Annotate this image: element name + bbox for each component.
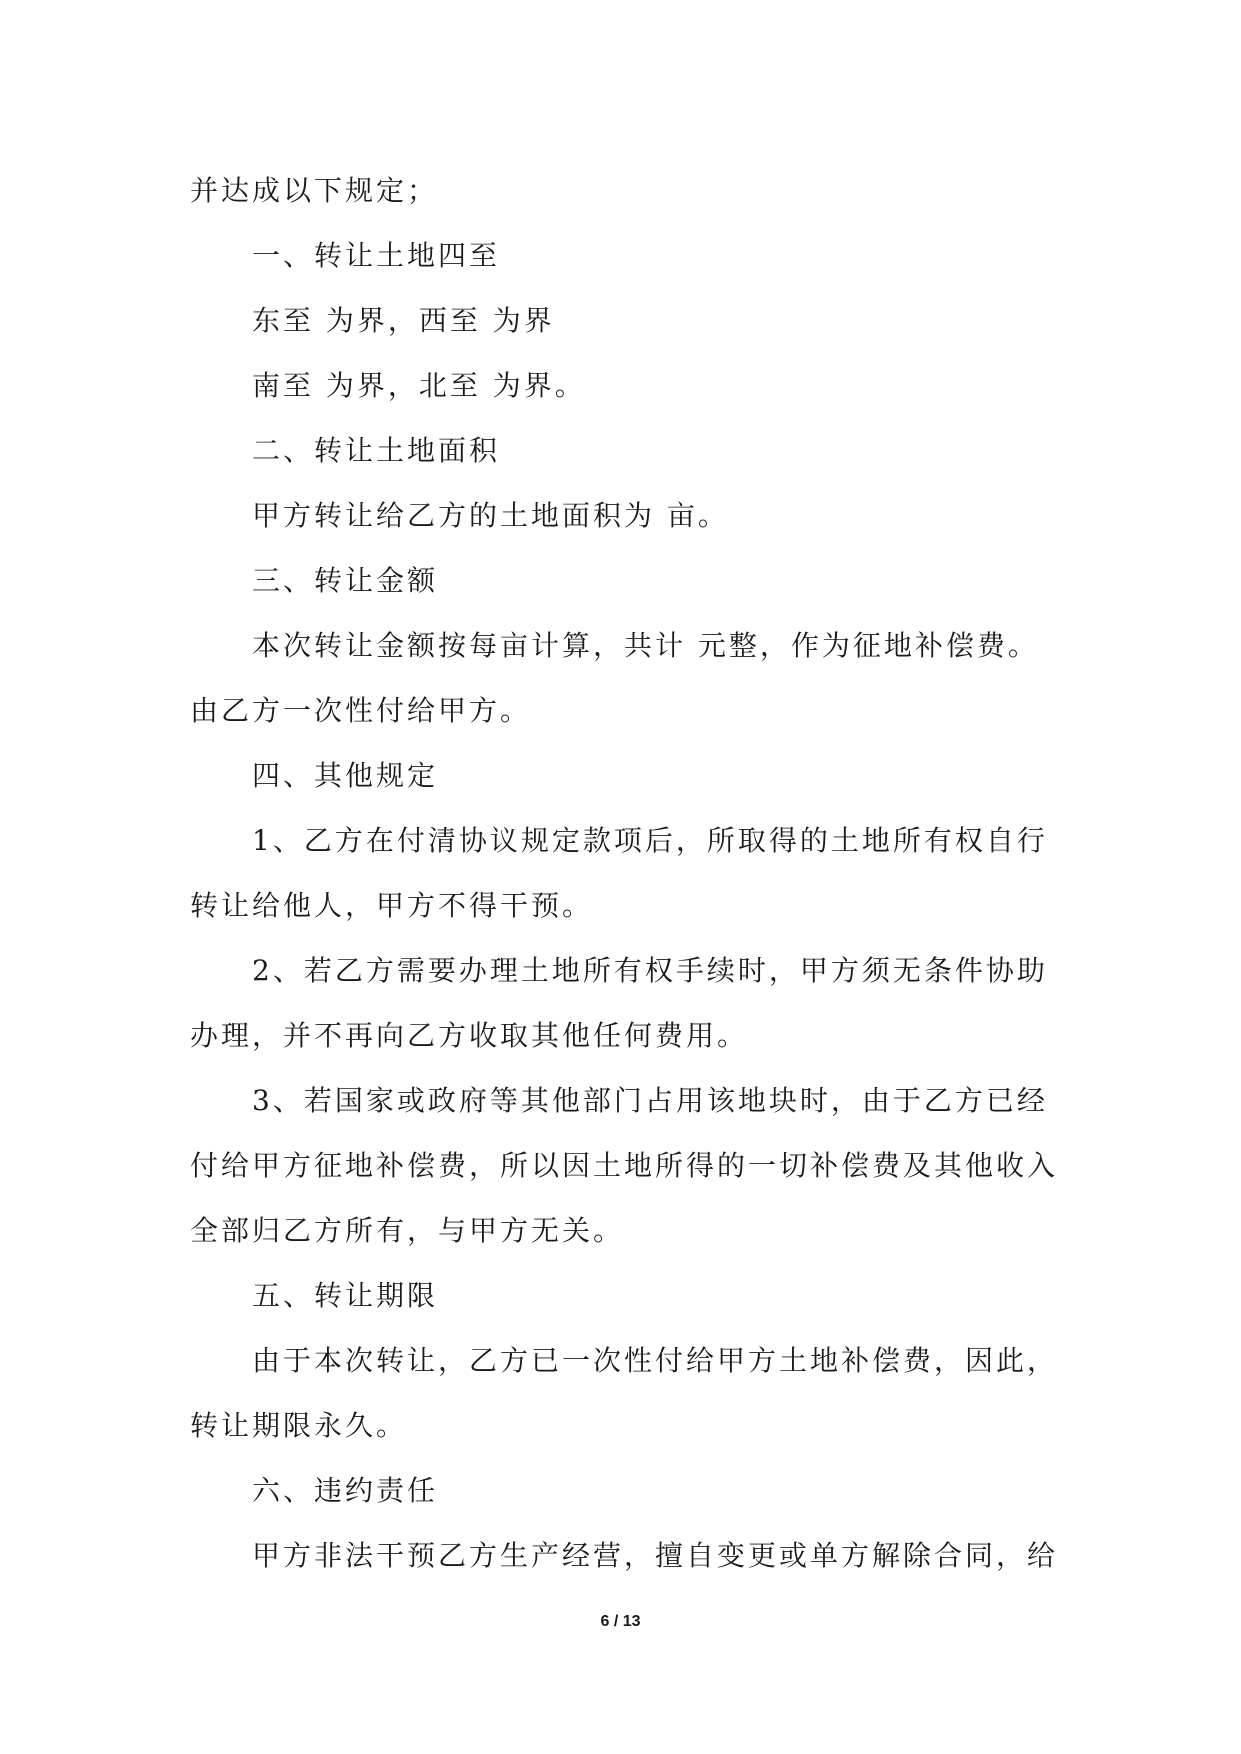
section-heading: 一、转让土地四至 (252, 239, 501, 272)
section-heading: 六、违约责任 (252, 1474, 439, 1507)
text-line: 并达成以下规定； (190, 174, 439, 207)
section-heading: 五、转让期限 (252, 1279, 439, 1312)
text-line: 付给甲方征地补偿费，所以因土地所得的一切补偿费及其他收入 (190, 1149, 1059, 1182)
text-line: 3、若国家或政府等其他部门占用该地块时，由于乙方已经 (252, 1084, 1048, 1117)
section-heading: 三、转让金额 (252, 564, 439, 597)
text-line: 办理，并不再向乙方收取其他任何费用。 (190, 1019, 749, 1052)
text-line: 本次转让金额按每亩计算，共计 元整，作为征地补偿费。 (252, 629, 1039, 662)
text-line: 由乙方一次性付给甲方。 (190, 694, 532, 727)
text-line: 东至 为界，西至 为界 (252, 304, 555, 337)
text-line: 转让给他人，甲方不得干预。 (190, 889, 594, 922)
text-line: 转让期限永久。 (190, 1409, 408, 1442)
text-line: 由于本次转让，乙方已一次性付给甲方土地补偿费，因此， (252, 1344, 1059, 1377)
text-line: 南至 为界，北至 为界。 (252, 369, 586, 402)
text-line: 2、若乙方需要办理土地所有权手续时，甲方须无条件协助 (252, 954, 1048, 987)
text-line: 甲方非法干预乙方生产经营，擅自变更或单方解除合同，给 (252, 1539, 1059, 1572)
page-number: 6 / 13 (600, 1613, 641, 1630)
section-heading: 二、转让土地面积 (252, 434, 501, 467)
text-line: 1、乙方在付清协议规定款项后，所取得的土地所有权自行 (252, 824, 1048, 857)
section-heading: 四、其他规定 (252, 759, 439, 792)
document-body (190, 158, 1059, 1588)
text-line: 甲方转让给乙方的土地面积为 亩。 (252, 499, 729, 532)
text-line: 全部归乙方所有，与甲方无关。 (190, 1214, 625, 1247)
